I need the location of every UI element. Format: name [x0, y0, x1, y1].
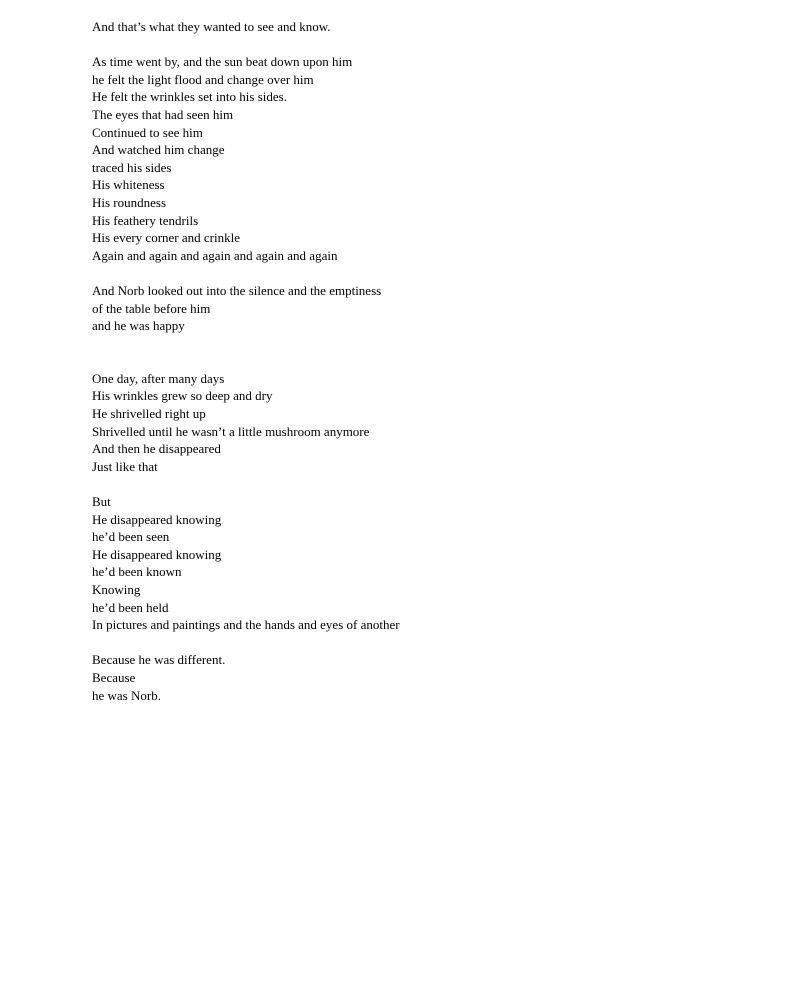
poem-line: But	[92, 494, 111, 510]
stanza-break	[92, 36, 400, 54]
poem-line: He disappeared knowing	[92, 511, 222, 527]
poem-line: he’d been seen	[92, 529, 170, 545]
stanza-6	[92, 651, 400, 704]
poem-line: As time went by, and the sun beat down upon him	[92, 54, 353, 70]
poem-line: Knowing	[92, 582, 141, 597]
poem-line: of the table before him	[92, 300, 211, 316]
poem-line: And watched him change	[92, 142, 225, 158]
poem-line: Shrivelled until he wasn’t a little mushroom anymore	[92, 423, 370, 439]
poem-line: he’d been held	[92, 599, 169, 615]
stanza-break	[92, 475, 400, 493]
stanza-1	[92, 18, 400, 36]
poem-line: he felt the light flood and change over him	[92, 71, 314, 87]
stanza-break	[92, 335, 400, 370]
poem-line: One day, after many days	[92, 370, 225, 386]
poem-line: In pictures and paintings and the hands and eyes of another	[92, 617, 400, 633]
poem-line: He disappeared knowing	[92, 546, 222, 562]
poem-line: His roundness	[92, 194, 167, 210]
stanza-2	[92, 53, 400, 264]
poem-line: traced his sides	[92, 159, 172, 175]
poem-line: Because	[92, 669, 136, 685]
stanza-5	[92, 493, 400, 634]
poem-line: he’d been known	[92, 564, 182, 580]
poem-line: The eyes that had seen him	[92, 106, 234, 122]
poem-line: He shrivelled right up	[92, 406, 206, 422]
poem-line: And then he disappeared	[92, 441, 221, 457]
poem-line: he was Norb.	[92, 687, 161, 703]
poem-line: And that’s what they wanted to see and know.	[92, 19, 331, 34]
poem-line: His feathery tendrils	[92, 212, 199, 228]
poem-line: His wrinkles grew so deep and dry	[92, 388, 273, 404]
stanza-3	[92, 282, 400, 335]
poem-line: Just like that	[92, 458, 158, 474]
poem-line: His every corner and crinkle	[92, 230, 240, 246]
poem-line: Because he was different.	[92, 652, 226, 668]
stanza-break	[92, 264, 400, 282]
stanza-break	[92, 634, 400, 652]
poem-line: His whiteness	[92, 177, 165, 193]
poem-line: and he was happy	[92, 318, 185, 334]
poem-line: And Norb looked out into the silence and the emptiness	[92, 282, 382, 298]
poem-line: Continued to see him	[92, 124, 203, 140]
poem-line: He felt the wrinkles set into his sides.	[92, 89, 287, 105]
stanza-4	[92, 370, 400, 476]
poem-body	[92, 18, 400, 704]
poem-line: Again and again and again and again and again	[92, 247, 338, 263]
